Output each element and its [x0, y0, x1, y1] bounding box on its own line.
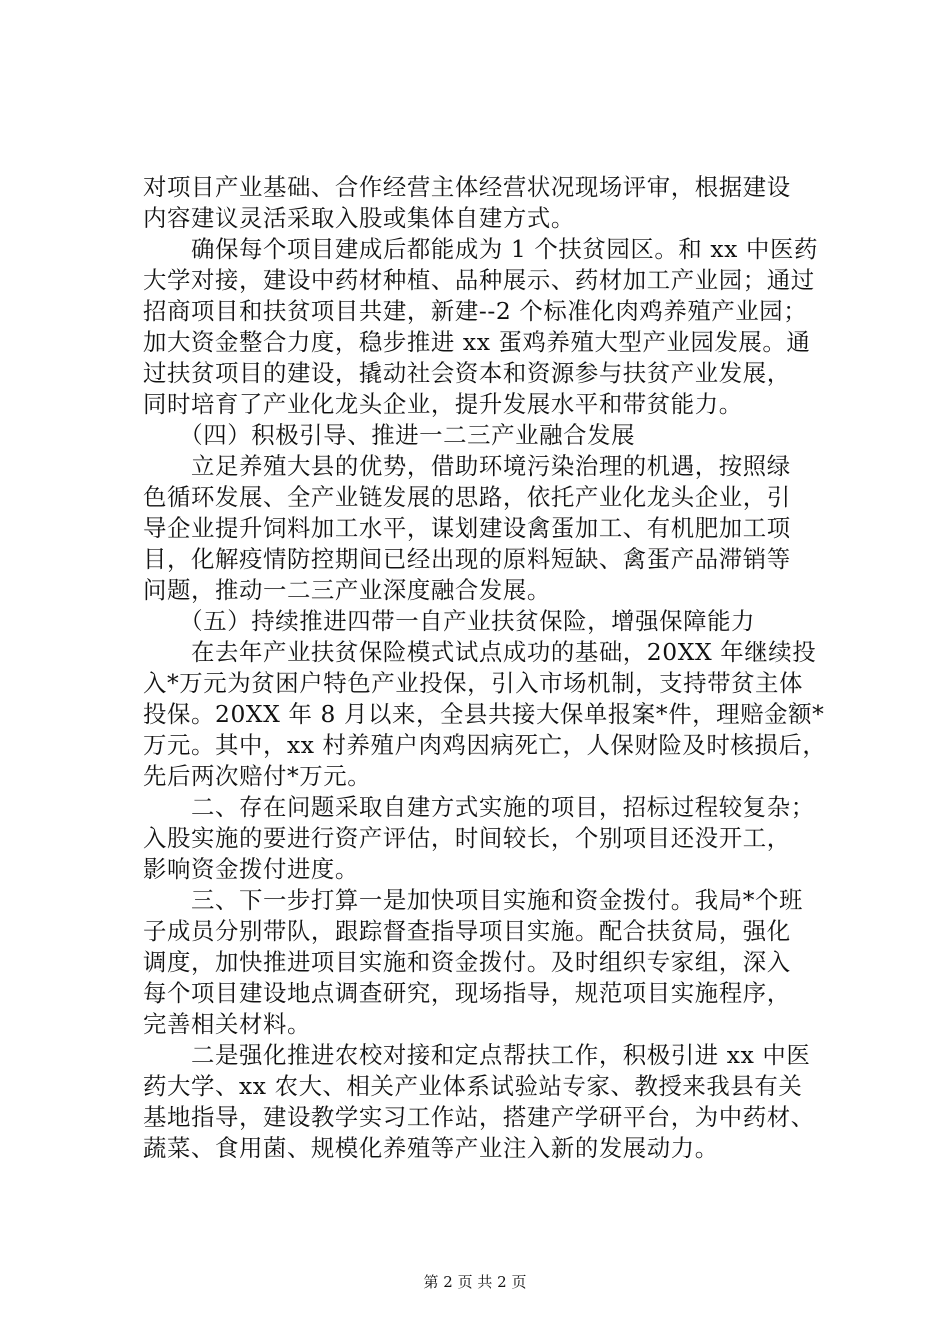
text-line: 同时培育了产业化龙头企业，提升发展水平和带贫能力。 [143, 390, 743, 418]
text-line: 子成员分别带队，跟踪督查指导项目实施。配合扶贫局，强化 [143, 917, 791, 945]
text-line: 目，化解疫情防控期间已经出现的原料短缺、禽蛋产品滞销等 [143, 545, 791, 573]
text-line: 入*万元为贫困户特色产业投保，引入市场机制，支持带贫主体 [143, 669, 804, 697]
text-line: 三、下一步打算一是加快项目实施和资金拨付。我局*个班 [143, 886, 804, 914]
text-line: 影响资金拨付进度。 [143, 855, 359, 883]
document-body [143, 172, 843, 1164]
text-line: 招商项目和扶贫项目共建，新建--2 个标准化肉鸡养殖产业园； [143, 297, 808, 325]
text-line: 调度，加快推进项目实施和资金拨付。及时组织专家组，深入 [143, 948, 791, 976]
text-line: 投保。20XX 年 8 月以来，全县共接大保单报案*件，理赔金额* [143, 700, 825, 728]
text-line: 药大学、xx 农大、相关产业体系试验站专家、教授来我县有关 [143, 1072, 803, 1100]
text-line: 在去年产业扶贫保险模式试点成功的基础，20XX 年继续投 [143, 638, 817, 666]
text-line: 问题，推动一二三产业深度融合发展。 [143, 576, 551, 604]
text-line: 基地指导，建设教学实习工作站，搭建产学研平台，为中药材、 [143, 1103, 815, 1131]
text-line: 先后两次赔付*万元。 [143, 762, 372, 790]
text-line: 二、存在问题采取自建方式实施的项目，招标过程较复杂； [143, 793, 815, 821]
section-heading: （四）积极引导、推进一二三产业融合发展 [143, 421, 636, 449]
text-line: 蔬菜、食用菌、规模化养殖等产业注入新的发展动力。 [143, 1134, 719, 1162]
page-number-footer: 第 2 页 共 2 页 [423, 1273, 527, 1291]
text-line: 加大资金整合力度，稳步推进 xx 蛋鸡养殖大型产业园发展。通 [143, 328, 811, 356]
text-line: 大学对接，建设中药材种植、品种展示、药材加工产业园；通过 [143, 266, 815, 294]
text-line: 二是强化推进农校对接和定点帮扶工作，积极引进 xx 中医 [143, 1041, 811, 1069]
text-line: 每个项目建设地点调查研究，现场指导，规范项目实施程序， [143, 979, 791, 1007]
text-line: 内容建议灵活采取入股或集体自建方式。 [143, 204, 575, 232]
text-line: 完善相关材料。 [143, 1010, 311, 1038]
text-line: 色循环发展、全产业链发展的思路，依托产业化龙头企业，引 [143, 483, 791, 511]
section-heading: （五）持续推进四带一自产业扶贫保险，增强保障能力 [143, 607, 756, 635]
text-line: 对项目产业基础、合作经营主体经营状况现场评审，根据建设 [143, 173, 791, 201]
text-line: 立足养殖大县的优势，借助环境污染治理的机遇，按照绿 [143, 452, 791, 480]
text-line: 导企业提升饲料加工水平，谋划建设禽蛋加工、有机肥加工项 [143, 514, 791, 542]
text-line: 入股实施的要进行资产评估，时间较长，个别项目还没开工， [143, 824, 791, 852]
text-line: 万元。其中，xx 村养殖户肉鸡因病死亡，人保财险及时核损后， [143, 731, 827, 759]
text-line: 确保每个项目建成后都能成为 1 个扶贫园区。和 xx 中医药 [143, 235, 818, 263]
text-line: 过扶贫项目的建设，撬动社会资本和资源参与扶贫产业发展， [143, 359, 791, 387]
